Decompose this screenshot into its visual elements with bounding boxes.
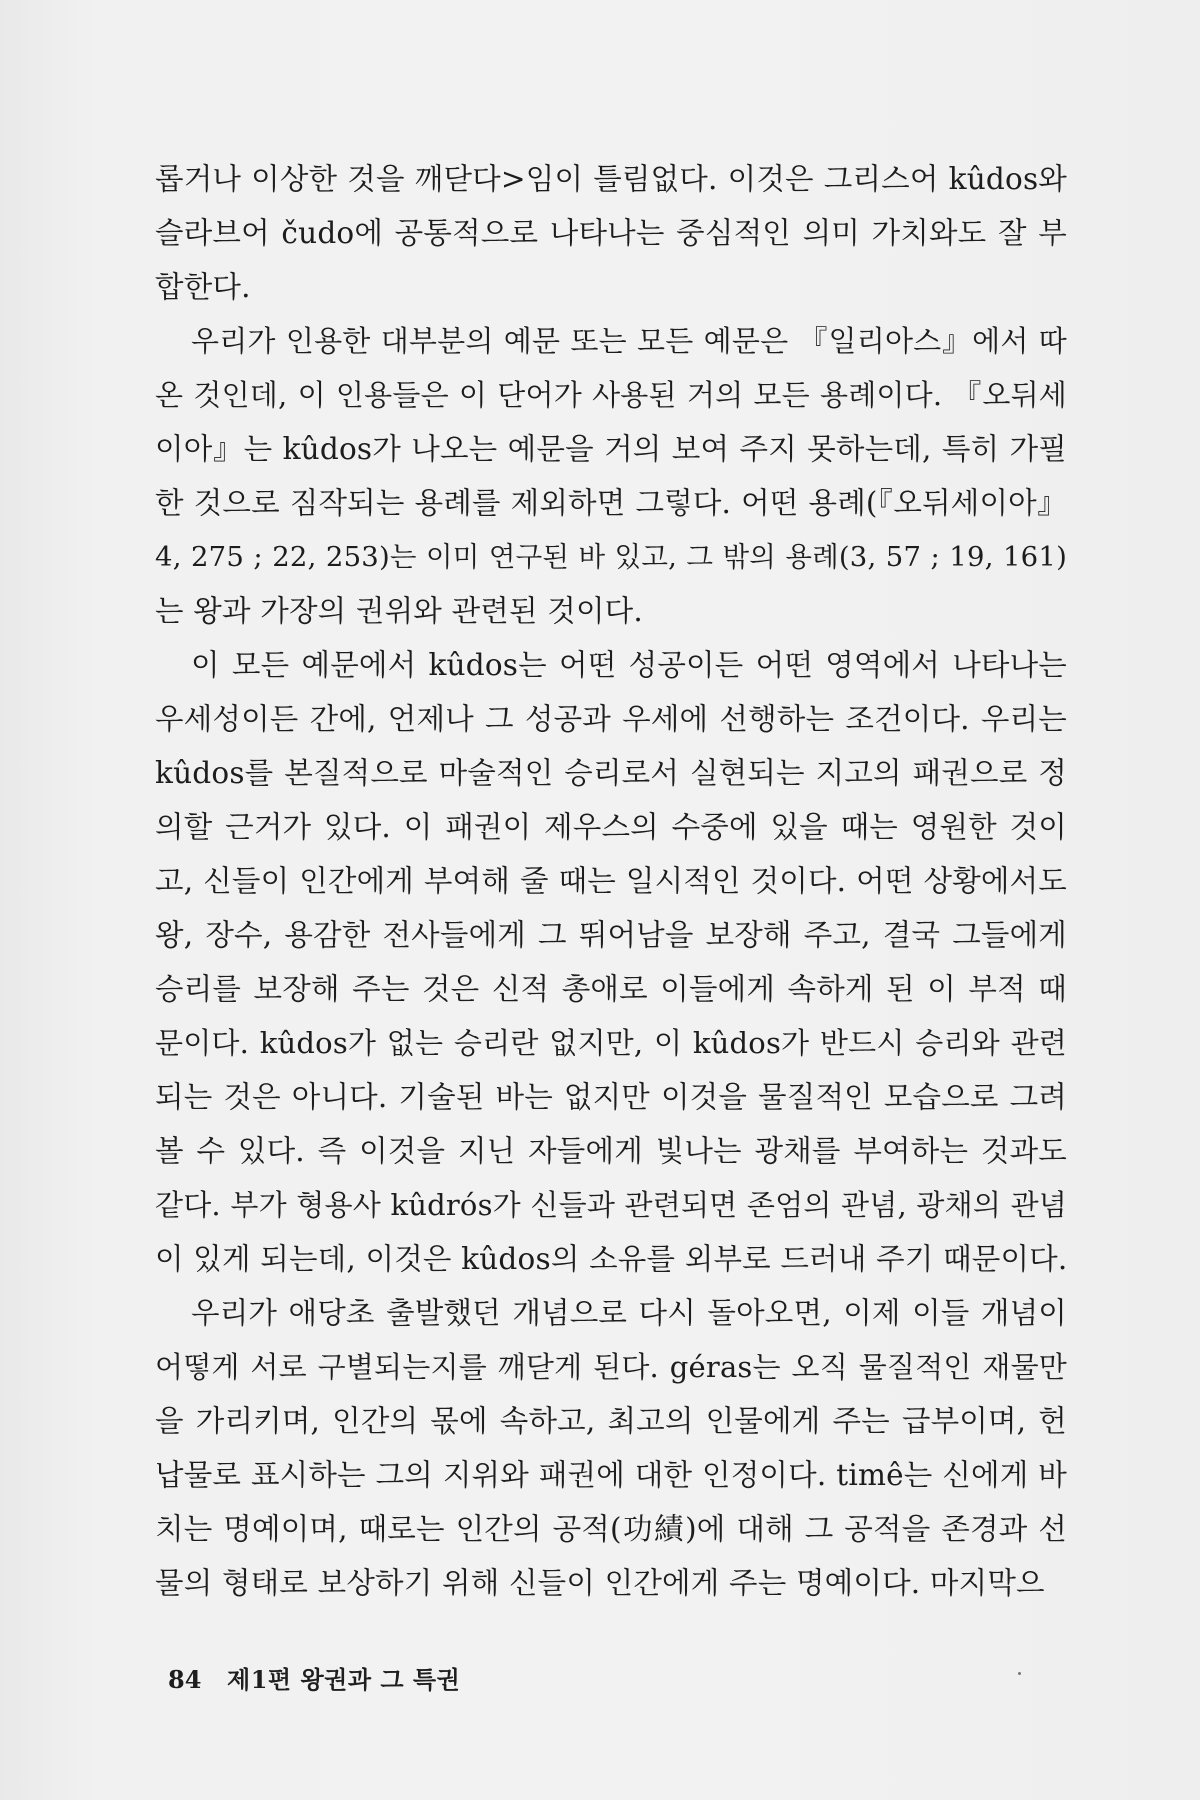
- text-line: 합한다.: [155, 270, 251, 304]
- running-head: 제1편 왕권과 그 특권: [227, 1665, 461, 1694]
- text-line: 되는 것은 아니다. 기술된 바는 없지만 이것을 물질적인 모습으로 그려: [155, 1080, 1067, 1114]
- text-line: 고, 신들이 인간에게 부여해 줄 때는 일시적인 것이다. 어떤 상황에서도: [155, 864, 1067, 898]
- text-line: 의할 근거가 있다. 이 패권이 제우스의 수중에 있을 때는 영원한 것이: [155, 810, 1067, 844]
- text-line: 물의 형태로 보상하기 위해 신들이 인간에게 주는 명예이다. 마지막으: [155, 1566, 1045, 1600]
- text-line: 왕, 장수, 용감한 전사들에게 그 뛰어남을 보장해 주고, 결국 그들에게: [155, 918, 1067, 952]
- text-line: 문이다. kûdos가 없는 승리란 없지만, 이 kûdos가 반드시 승리와 관련: [155, 1026, 1067, 1060]
- body-text: [155, 152, 1067, 1610]
- page-footer: [168, 1660, 460, 1695]
- text-line: 롭거나 이상한 것을 깨닫다>임이 틀림없다. 이것은 그리스어 kûdos와: [155, 162, 1067, 196]
- text-line: 같다. 부가 형용사 kûdrós가 신들과 관련되면 존엄의 관념, 광채의 관념: [155, 1188, 1067, 1222]
- text-line: 4, 275 ; 22, 253)는 이미 연구된 바 있고, 그 밖의 용례(3, 57 ; 19, 161): [155, 541, 1067, 573]
- paragraph: [155, 152, 1067, 314]
- text-line: 볼 수 있다. 즉 이것을 지닌 자들에게 빛나는 광채를 부여하는 것과도: [155, 1134, 1067, 1168]
- page-number: 84: [168, 1665, 202, 1694]
- paper-speck: [1018, 1672, 1021, 1675]
- paragraph: [155, 638, 1067, 1286]
- text-line: 온 것인데, 이 인용들은 이 단어가 사용된 거의 모든 용례이다. 『오뒤세: [155, 378, 1067, 412]
- text-line: 이 모든 예문에서 kûdos는 어떤 성공이든 어떤 영역에서 나타나는: [191, 648, 1067, 682]
- text-line: 어떻게 서로 구별되는지를 깨닫게 된다. géras는 오직 물질적인 재물만: [155, 1350, 1067, 1384]
- text-line: kûdos를 본질적으로 마술적인 승리로서 실현되는 지고의 패권으로 정: [155, 756, 1067, 790]
- text-line: 치는 명예이며, 때로는 인간의 공적(功績)에 대해 그 공적을 존경과 선: [155, 1512, 1067, 1546]
- text-line: 을 가리키며, 인간의 몫에 속하고, 최고의 인물에게 주는 급부이며, 헌: [155, 1404, 1067, 1438]
- text-line: 우세성이든 간에, 언제나 그 성공과 우세에 선행하는 조건이다. 우리는: [155, 702, 1067, 736]
- paragraph: [155, 314, 1067, 638]
- text-line: 는 왕과 가장의 권위와 관련된 것이다.: [155, 594, 643, 628]
- text-line: 이아』는 kûdos가 나오는 예문을 거의 보여 주지 못하는데, 특히 가필: [155, 432, 1067, 466]
- text-line: 우리가 애당초 출발했던 개념으로 다시 돌아오면, 이제 이들 개념이: [191, 1296, 1067, 1330]
- text-line: 납물로 표시하는 그의 지위와 패권에 대한 인정이다. timê는 신에게 바: [155, 1458, 1067, 1492]
- text-line: 이 있게 되는데, 이것은 kûdos의 소유를 외부로 드러내 주기 때문이다.: [155, 1242, 1068, 1276]
- text-line: 슬라브어 čudo에 공통적으로 나타나는 중심적인 의미 가치와도 잘 부: [155, 216, 1067, 250]
- paragraph: [155, 1286, 1067, 1610]
- text-line: 승리를 보장해 주는 것은 신적 총애로 이들에게 속하게 된 이 부적 때: [155, 972, 1067, 1006]
- text-line: 한 것으로 짐작되는 용례를 제외하면 그렇다. 어떤 용례(『오뒤세이아』: [155, 486, 1067, 520]
- text-line: 우리가 인용한 대부분의 예문 또는 모든 예문은 『일리아스』에서 따: [191, 324, 1067, 358]
